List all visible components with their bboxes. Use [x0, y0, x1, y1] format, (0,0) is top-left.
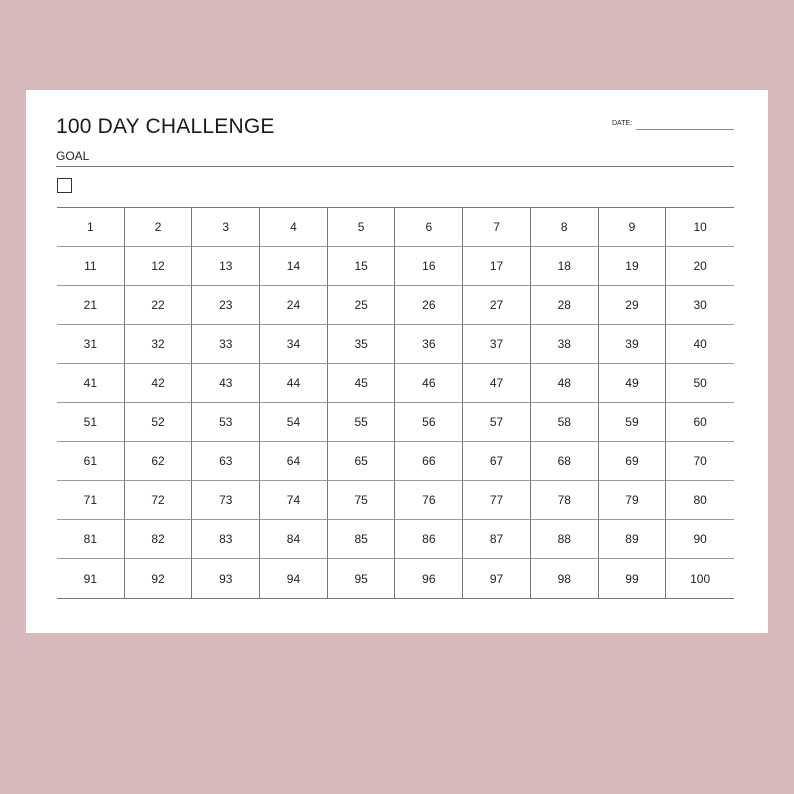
day-cell[interactable]: 89 [599, 520, 667, 559]
day-cell[interactable]: 99 [599, 559, 667, 598]
day-cell[interactable]: 52 [125, 403, 193, 442]
day-cell[interactable]: 68 [531, 442, 599, 481]
day-cell[interactable]: 94 [260, 559, 328, 598]
day-cell[interactable]: 36 [395, 325, 463, 364]
day-cell[interactable]: 59 [599, 403, 667, 442]
day-cell[interactable]: 21 [57, 286, 125, 325]
day-cell[interactable]: 91 [57, 559, 125, 598]
day-cell[interactable]: 97 [463, 559, 531, 598]
day-cell[interactable]: 83 [192, 520, 260, 559]
day-cell[interactable]: 26 [395, 286, 463, 325]
day-cell[interactable]: 28 [531, 286, 599, 325]
day-cell[interactable]: 6 [395, 208, 463, 247]
day-cell[interactable]: 70 [666, 442, 734, 481]
day-cell[interactable]: 75 [328, 481, 396, 520]
day-cell[interactable]: 24 [260, 286, 328, 325]
day-cell[interactable]: 84 [260, 520, 328, 559]
day-cell[interactable]: 23 [192, 286, 260, 325]
date-label: DATE: [612, 120, 633, 127]
day-cell[interactable]: 79 [599, 481, 667, 520]
day-cell[interactable]: 18 [531, 247, 599, 286]
goal-checkbox[interactable] [57, 178, 72, 193]
day-cell[interactable]: 11 [57, 247, 125, 286]
day-cell[interactable]: 49 [599, 364, 667, 403]
day-cell[interactable]: 30 [666, 286, 734, 325]
day-cell[interactable]: 98 [531, 559, 599, 598]
day-cell[interactable]: 9 [599, 208, 667, 247]
day-cell[interactable]: 69 [599, 442, 667, 481]
day-cell[interactable]: 31 [57, 325, 125, 364]
day-cell[interactable]: 71 [57, 481, 125, 520]
day-cell[interactable]: 76 [395, 481, 463, 520]
day-cell[interactable]: 34 [260, 325, 328, 364]
day-cell[interactable]: 66 [395, 442, 463, 481]
day-cell[interactable]: 27 [463, 286, 531, 325]
goal-label: GOAL [56, 149, 90, 163]
challenge-sheet [26, 90, 768, 633]
day-cell[interactable]: 48 [531, 364, 599, 403]
day-cell[interactable]: 65 [328, 442, 396, 481]
day-cell[interactable]: 29 [599, 286, 667, 325]
day-cell[interactable]: 54 [260, 403, 328, 442]
day-cell[interactable]: 14 [260, 247, 328, 286]
day-cell[interactable]: 20 [666, 247, 734, 286]
page-title: 100 DAY CHALLENGE [56, 115, 275, 138]
day-cell[interactable]: 88 [531, 520, 599, 559]
goal-line[interactable] [56, 166, 734, 167]
day-cell[interactable]: 40 [666, 325, 734, 364]
day-grid [57, 207, 734, 599]
day-cell[interactable]: 42 [125, 364, 193, 403]
date-line [636, 129, 734, 130]
day-cell[interactable]: 67 [463, 442, 531, 481]
day-cell[interactable]: 41 [57, 364, 125, 403]
day-cell[interactable]: 87 [463, 520, 531, 559]
day-cell[interactable]: 1 [57, 208, 125, 247]
day-cell[interactable]: 8 [531, 208, 599, 247]
day-cell[interactable]: 15 [328, 247, 396, 286]
day-cell[interactable]: 25 [328, 286, 396, 325]
day-cell[interactable]: 85 [328, 520, 396, 559]
day-cell[interactable]: 61 [57, 442, 125, 481]
day-cell[interactable]: 50 [666, 364, 734, 403]
day-cell[interactable]: 43 [192, 364, 260, 403]
day-cell[interactable]: 74 [260, 481, 328, 520]
day-cell[interactable]: 13 [192, 247, 260, 286]
day-cell[interactable]: 47 [463, 364, 531, 403]
day-cell[interactable]: 19 [599, 247, 667, 286]
day-cell[interactable]: 3 [192, 208, 260, 247]
day-cell[interactable]: 60 [666, 403, 734, 442]
day-cell[interactable]: 90 [666, 520, 734, 559]
day-cell[interactable]: 33 [192, 325, 260, 364]
day-cell[interactable]: 58 [531, 403, 599, 442]
day-cell[interactable]: 63 [192, 442, 260, 481]
day-cell[interactable]: 53 [192, 403, 260, 442]
day-cell[interactable]: 46 [395, 364, 463, 403]
day-cell[interactable]: 5 [328, 208, 396, 247]
day-cell[interactable]: 73 [192, 481, 260, 520]
day-cell[interactable]: 80 [666, 481, 734, 520]
date-field[interactable] [612, 119, 734, 131]
day-cell[interactable]: 57 [463, 403, 531, 442]
day-cell[interactable]: 78 [531, 481, 599, 520]
day-cell[interactable]: 62 [125, 442, 193, 481]
day-cell[interactable]: 82 [125, 520, 193, 559]
day-cell[interactable]: 2 [125, 208, 193, 247]
day-cell[interactable]: 22 [125, 286, 193, 325]
day-cell[interactable]: 95 [328, 559, 396, 598]
day-cell[interactable]: 96 [395, 559, 463, 598]
day-cell[interactable]: 44 [260, 364, 328, 403]
day-cell[interactable]: 32 [125, 325, 193, 364]
day-cell[interactable]: 10 [666, 208, 734, 247]
day-cell[interactable]: 17 [463, 247, 531, 286]
day-cell[interactable]: 39 [599, 325, 667, 364]
day-cell[interactable]: 37 [463, 325, 531, 364]
day-cell[interactable]: 93 [192, 559, 260, 598]
day-cell[interactable]: 55 [328, 403, 396, 442]
day-cell[interactable]: 35 [328, 325, 396, 364]
day-cell[interactable]: 7 [463, 208, 531, 247]
day-cell[interactable]: 38 [531, 325, 599, 364]
day-cell[interactable]: 77 [463, 481, 531, 520]
day-cell[interactable]: 4 [260, 208, 328, 247]
day-cell[interactable]: 100 [690, 571, 711, 586]
day-cell[interactable]: 51 [57, 403, 125, 442]
day-cell[interactable]: 56 [395, 403, 463, 442]
day-cell[interactable]: 16 [395, 247, 463, 286]
day-cell[interactable]: 92 [125, 559, 193, 598]
day-cell[interactable]: 81 [57, 520, 125, 559]
day-cell[interactable]: 86 [395, 520, 463, 559]
day-cell[interactable]: 64 [260, 442, 328, 481]
day-cell[interactable]: 45 [328, 364, 396, 403]
day-cell[interactable]: 12 [125, 247, 193, 286]
day-cell[interactable]: 72 [125, 481, 193, 520]
